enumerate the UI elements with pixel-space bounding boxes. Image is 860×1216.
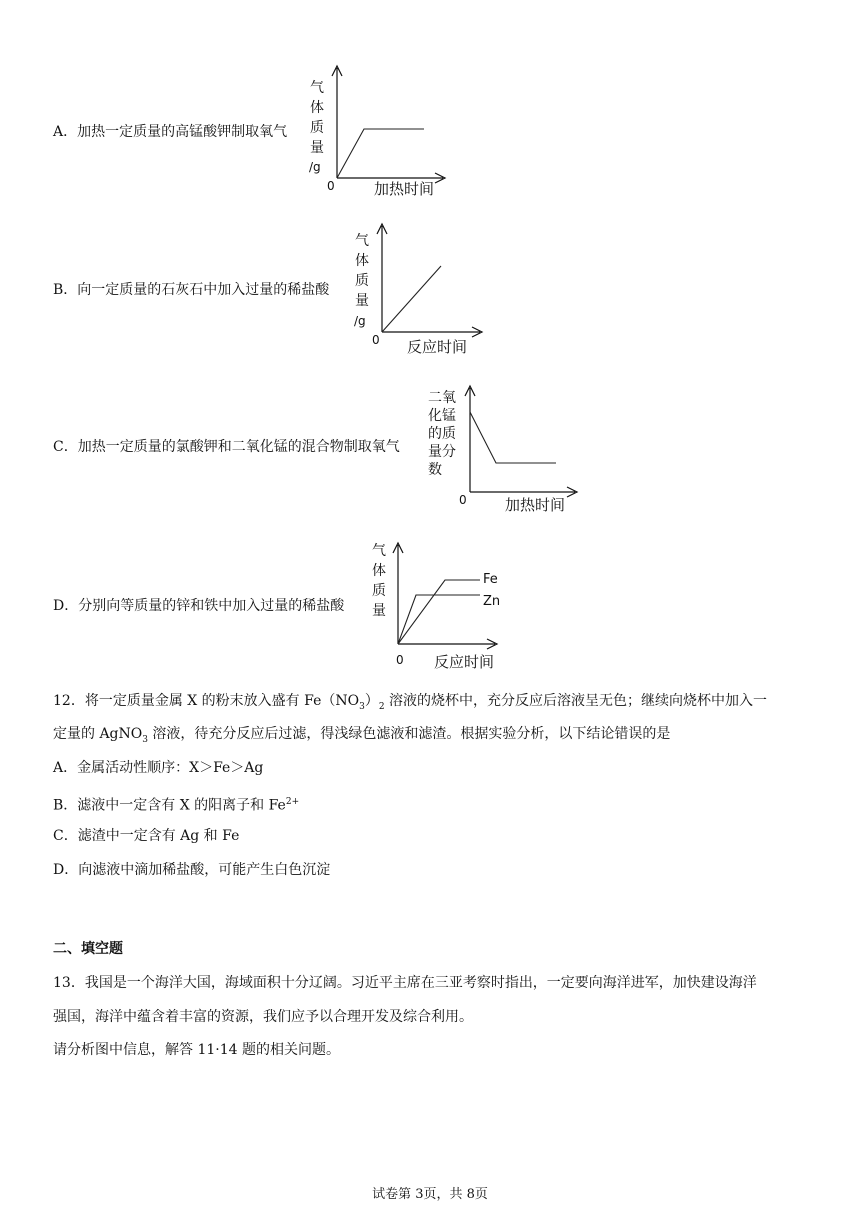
q12-stem-line1-sub2: 2 — [378, 701, 385, 712]
graph-c-ylabel-2: 化锰 — [428, 408, 456, 424]
q12-option-b-sup: 2+ — [285, 797, 300, 807]
q12-stem-line1-sub: 3 — [359, 701, 365, 712]
graph-b-ylabel-5: /g — [354, 314, 366, 328]
graph-a-ylabel-1: 气 — [310, 80, 324, 96]
graph-b-ylabel-1: 气 — [355, 233, 369, 249]
graph-a-origin: 0 — [327, 179, 335, 193]
graph-b-ylabel-4: 量 — [355, 293, 369, 309]
q13-line1: 13．我国是一个海洋大国，海域面积十分辽阔。习近平主席在三亚考察时指出，一定要向海洋进军，加快建设海洋 — [53, 975, 757, 991]
graph-c-ylabel-4: 量分 — [428, 444, 456, 460]
q12-option-c: C．滤渣中一定含有 Ag 和 Fe — [53, 828, 240, 844]
q11-option-c: C．加热一定质量的氯酸钾和二氧化锰的混合物制取氧气 — [53, 439, 400, 455]
graph-c-ylabel-5: 数 — [428, 462, 442, 478]
graph-d-ylabel-3: 质 — [372, 583, 386, 599]
q12-stem-line2-a: 定量的 AgNO — [53, 726, 143, 742]
graph-b-origin: 0 — [372, 333, 380, 347]
q12-stem-line1 — [53, 692, 767, 716]
graph-d-ylabel-1: 气 — [372, 543, 386, 559]
graph-c-ylabel-3: 的质 — [428, 426, 456, 442]
q12-stem-line2-sub: 3 — [142, 734, 148, 745]
q12-stem-line1-b: ） — [364, 693, 379, 709]
graph-c-ylabel — [428, 390, 456, 478]
graph-d-ylabel — [372, 543, 386, 619]
graph-d-label-zn: Zn — [483, 594, 501, 609]
graph-a-curve — [337, 129, 424, 178]
graph-d-curve-zn — [398, 595, 480, 644]
q12-stem-line2 — [53, 725, 670, 749]
graph-b-ylabel-3: 质 — [355, 273, 369, 289]
graph-b-ylabel — [354, 233, 369, 328]
q11-option-a: A．加热一定质量的高锰酸钾制取氧气 — [53, 124, 288, 140]
q12-option-b-text: B．滤液中一定含有 X 的阳离子和 Fe — [53, 797, 286, 814]
graph-a-axes — [332, 66, 445, 183]
graph-d-label-fe: Fe — [483, 572, 498, 587]
graph-d-origin: 0 — [396, 653, 404, 667]
graph-b-ylabel-2: 体 — [355, 253, 369, 269]
q12-option-b — [53, 793, 299, 815]
graph-c-axes — [465, 386, 577, 497]
q12-option-a: A．金属活动性顺序：X＞Fe＞Ag — [53, 760, 264, 776]
graph-d-ylabel-4: 量 — [372, 603, 386, 619]
graph-a-ylabel-4: 量 — [310, 140, 324, 156]
graph-a-ylabel-2: 体 — [310, 100, 324, 116]
graph-a-ylabel-5: /g — [309, 160, 321, 174]
q12-option-d: D．向滤液中滴加稀盐酸，可能产生白色沉淀 — [53, 862, 331, 878]
graph-c — [425, 378, 585, 518]
graph-c-origin: 0 — [459, 493, 467, 507]
graph-c-xlabel: 加热时间 — [505, 496, 566, 514]
graph-d — [360, 535, 500, 675]
page-footer: 试卷第 3页，共 8页 — [372, 1187, 488, 1202]
q11-option-d: D．分别向等质量的锌和铁中加入过量的稀盐酸 — [53, 598, 345, 614]
graph-d-xlabel: 反应时间 — [434, 653, 495, 671]
graph-b-xlabel: 反应时间 — [407, 338, 468, 356]
q13-line2: 强国，海洋中蕴含着丰富的资源，我们应予以合理开发及综合利用。 — [53, 1009, 473, 1025]
graph-a-ylabel — [309, 80, 324, 174]
q12-stem-line1-a: 12．将一定质量金属 X 的粉末放入盛有 Fe（NO — [53, 693, 360, 709]
graph-c-ylabel-1: 二氧 — [428, 390, 456, 406]
q12-stem-line1-c: 溶液的烧杯中，充分反应后溶液呈无色；继续向烧杯中加入一 — [384, 693, 768, 709]
graph-c-curve — [470, 412, 556, 463]
graph-b-curve — [382, 266, 441, 332]
graph-a — [300, 62, 440, 202]
graph-b — [345, 220, 485, 360]
graph-a-xlabel: 加热时间 — [374, 180, 435, 198]
graph-d-ylabel-2: 体 — [372, 563, 386, 579]
q11-option-b: B．向一定质量的石灰石中加入过量的稀盐酸 — [53, 282, 330, 298]
q13-line3: 请分析图中信息，解答 11·14 题的相关问题。 — [53, 1042, 340, 1058]
section-heading: 二、填空题 — [53, 941, 123, 957]
graph-a-ylabel-3: 质 — [310, 120, 324, 136]
graph-d-axes — [393, 543, 497, 649]
q12-stem-line2-b: 溶液，待充分反应后过滤，得浅绿色滤液和滤渣。根据实验分析，以下结论错误的是 — [147, 726, 671, 742]
